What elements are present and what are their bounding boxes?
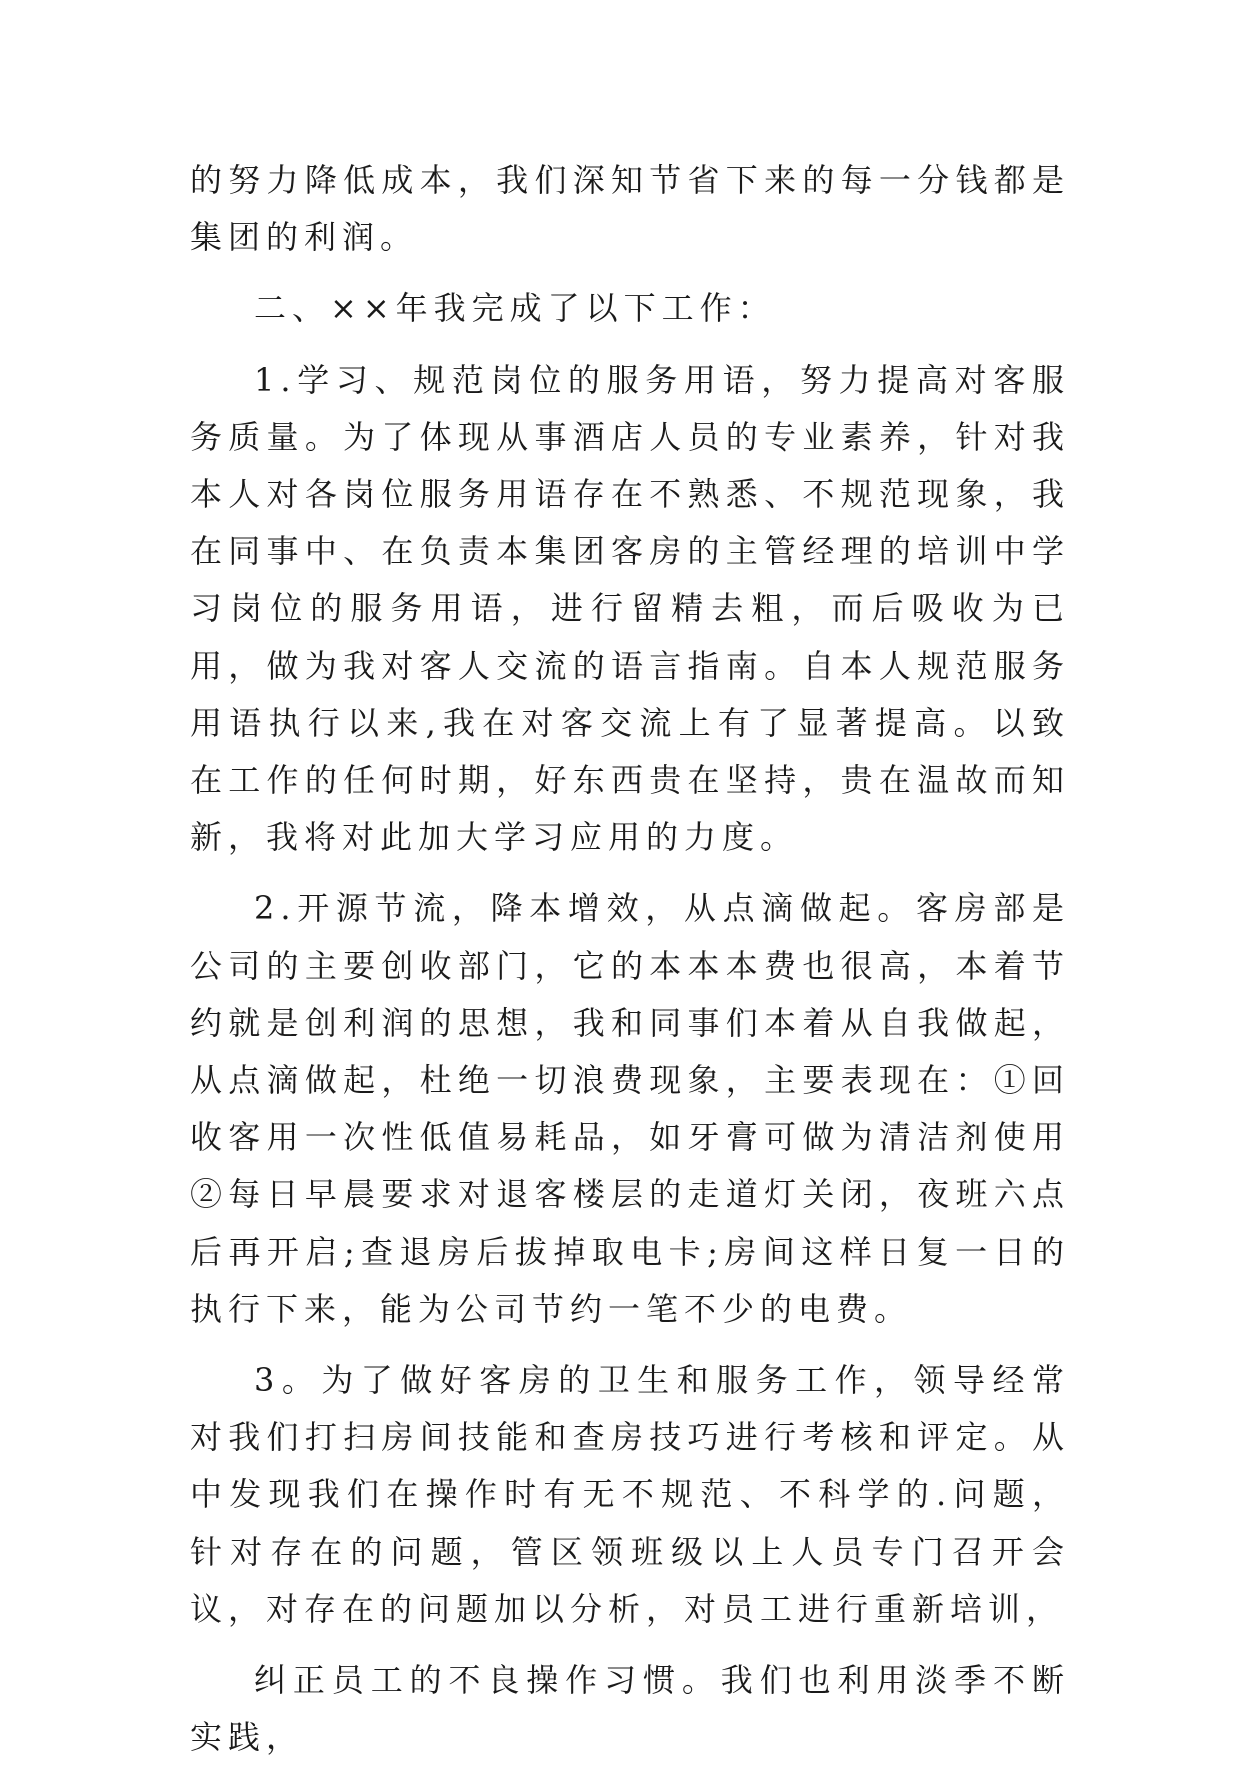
paragraph-continuation: 纠正员工的不良操作习惯。我们也利用淡季不断实践，	[190, 1661, 1070, 1757]
paragraph-item-3: 3。为了做好客房的卫生和服务工作，领导经常对我们打扫房间技能和查房技巧进行考核和评定。从中发现我们在操作时有无不规范、不科学的.问题，针对存在的问题，管区领班级以上人员专门召开会议，对存在的问题加以分析，对员工进行重新培训，	[190, 1361, 1070, 1628]
paragraph-item-2: 2.开源节流，降本增效，从点滴做起。客房部是公司的主要创收部门，它的本本本费也很高，本着节约就是创利润的思想，我和同事们本着从自我做起，从点滴做起，杜绝一切浪费现象，主要表现在：①回收客用一次性低值易耗品，如牙膏可做为清洁剂使用②每日早晨要求对退客楼层的走道灯关闭，夜班六点后再开启;查退房后拔掉取电卡;房间这样日复一日的执行下来，能为公司节约一笔不少的电费。	[190, 889, 1070, 1328]
paragraph-cost-saving: 的努力降低成本，我们深知节省下来的每一分钱都是集团的利润。	[190, 161, 1070, 257]
section-heading-work-completed: 二、××年我完成了以下工作：	[254, 289, 776, 328]
paragraph-item-1: 1.学习、规范岗位的服务用语，努力提高对客服务质量。为了体现从事酒店人员的专业素养，针对我本人对各岗位服务用语存在不熟悉、不规范现象，我在同事中、在负责本集团客房的主管经理的培训中学习岗位的服务用语，进行留精去粗，而后吸收为已用，做为我对客人交流的语言指南。自本人规范服务用语执行以来,我在对客交流上有了显著提高。以致在工作的任何时期，好东西贵在坚持，贵在温故而知新，我将对此加大学习应用的力度。	[190, 360, 1070, 857]
document-body	[190, 152, 1070, 1766]
